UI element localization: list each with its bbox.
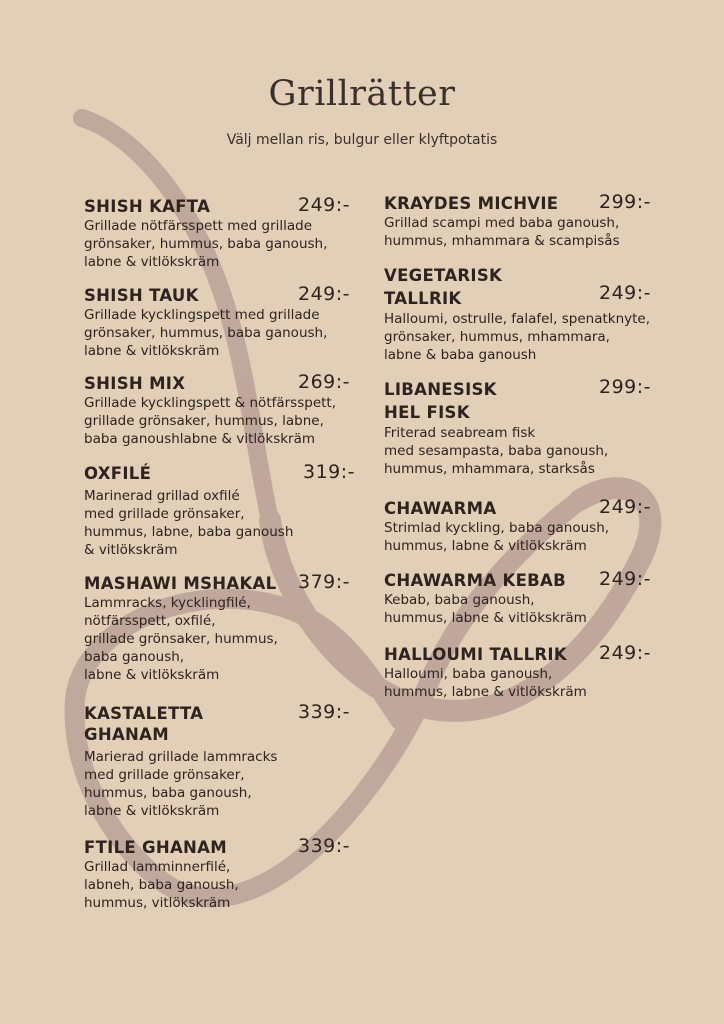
item-description: Lammracks, kycklingfilé, nötfärsspett, oxfilé, grillade grönsaker, hummus, baba ganoush, labne & vitlökskräm <box>84 595 278 683</box>
item-price: 339:- <box>298 835 351 857</box>
item-price: 249:- <box>599 568 652 590</box>
item-description: Halloumi, ostrulle, falafel, spenatknyte, grönsaker, hummus, mhammara, labne & baba ganoush <box>384 311 651 363</box>
item-name: SHISH MIX <box>84 374 186 393</box>
item-description: Strimlad kyckling, baba ganoush, hummus, labne & vitlökskräm <box>384 520 610 554</box>
menu-item-ftile-ghanam <box>84 837 354 912</box>
item-price: 269:- <box>298 371 351 393</box>
item-name: MASHAWI MSHAKAL <box>84 574 277 593</box>
item-description: Marierad grillade lammracks med grillade grönsaker, hummus, baba ganoush, labne & vitlökskräm <box>84 749 278 819</box>
item-name: OXFILÉ <box>84 464 152 483</box>
menu-item-shish-tauk <box>84 285 354 360</box>
item-description: Friterad seabream fisk med sesampasta, baba ganoush, hummus, mhammara, starksås <box>384 425 609 477</box>
menu-item-chawarma <box>384 498 654 555</box>
item-description: Grillad scampi med baba ganoush, hummus, mhammara & scampisås <box>384 215 620 249</box>
item-price: 379:- <box>298 571 351 593</box>
item-name: VEGETARISK TALLRIK <box>384 266 503 308</box>
menu-item-halloumi-tallrik <box>384 644 654 701</box>
item-name: CHAWARMA KEBAB <box>384 571 566 590</box>
item-description: Marinerad grillad oxfilé med grillade grönsaker, hummus, labne, baba ganoush & vitlökskräm <box>84 488 294 558</box>
menu-item-kraydes-michvie <box>384 193 654 250</box>
item-name: HALLOUMI TALLRIK <box>384 645 567 664</box>
item-price: 319:- <box>303 461 356 483</box>
item-price: 249:- <box>298 194 351 216</box>
item-description: Grillad lamminnerfilé, labneh, baba ganoush, hummus, vitlökskräm <box>84 859 239 911</box>
menu-item-libanesisk-hel-fisk <box>384 378 654 478</box>
item-name: LIBANESISK HEL FISK <box>384 380 497 422</box>
item-name: CHAWARMA <box>384 499 497 518</box>
item-description: Grillade kycklingspett med grillade grönsaker, hummus, baba ganoush, labne & vitlökskräm <box>84 307 328 359</box>
menu-item-shish-mix <box>84 373 354 448</box>
item-price: 249:- <box>298 283 351 305</box>
item-name: FTILE GHANAM <box>84 838 227 857</box>
page-title: Grillrätter <box>268 74 456 114</box>
menu-item-mashawi-mshakal <box>84 573 354 684</box>
item-price: 299:- <box>599 376 652 398</box>
menu-item-kastaletta-ghanam <box>84 703 354 820</box>
item-description: Grillade kycklingspett & nötfärsspett, grillade grönsaker, hummus, labne, baba ganoushlabne & vitlökskräm <box>84 395 337 447</box>
item-name: KRAYDES MICHVIE <box>384 194 559 213</box>
page-subtitle: Välj mellan ris, bulgur eller klyftpotatis <box>226 132 498 148</box>
item-price: 299:- <box>599 191 652 213</box>
menu-item-shish-kafta <box>84 196 354 271</box>
item-name: SHISH KAFTA <box>84 197 211 216</box>
item-price: 249:- <box>599 282 652 304</box>
item-name: KASTALETTA GHANAM <box>84 704 204 744</box>
item-name: SHISH TAUK <box>84 286 199 305</box>
menu-item-chawarma-kebab <box>384 570 654 627</box>
item-price: 339:- <box>298 701 351 723</box>
item-description: Kebab, baba ganoush, hummus, labne & vitlökskräm <box>384 592 587 626</box>
item-description: Halloumi, baba ganoush, hummus, labne & vitlökskräm <box>384 666 587 700</box>
item-price: 249:- <box>599 642 652 664</box>
menu-item-oxfile <box>84 463 354 559</box>
item-description: Grillade nötfärsspett med grillade grönsaker, hummus, baba ganoush, labne & vitlökskräm <box>84 218 328 270</box>
menu-item-vegetarisk-tallrik <box>384 264 654 364</box>
item-price: 249:- <box>599 496 652 518</box>
